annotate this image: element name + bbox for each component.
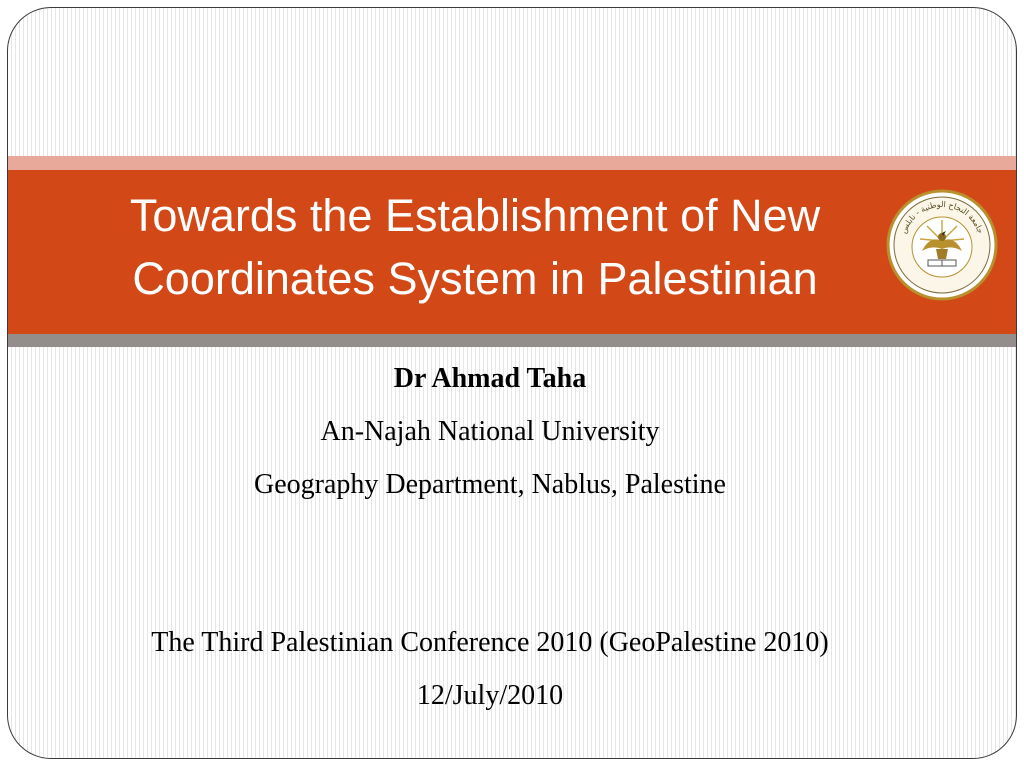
department-name: Geography Department, Nablus, Palestine	[254, 469, 726, 500]
author-name: Dr Ahmad Taha	[393, 363, 587, 394]
university-seal-icon	[886, 189, 998, 301]
title-band-top-stripe	[8, 156, 1017, 170]
title-band-bottom-stripe	[8, 334, 1017, 347]
university-name: An-Najah National University	[320, 416, 660, 447]
slide-title-line-2: Coordinates System in Palestinian	[132, 253, 818, 304]
slide-title-line-1: Towards the Establishment of New	[129, 190, 821, 241]
presentation-date: 12/July/2010	[416, 680, 564, 711]
conference-name: The Third Palestinian Conference 2010 (GeoPalestine 2010)	[151, 627, 829, 658]
slide-title	[60, 184, 890, 310]
seal-text: جامعة النجاح الوطنية - نابلس	[898, 199, 986, 235]
